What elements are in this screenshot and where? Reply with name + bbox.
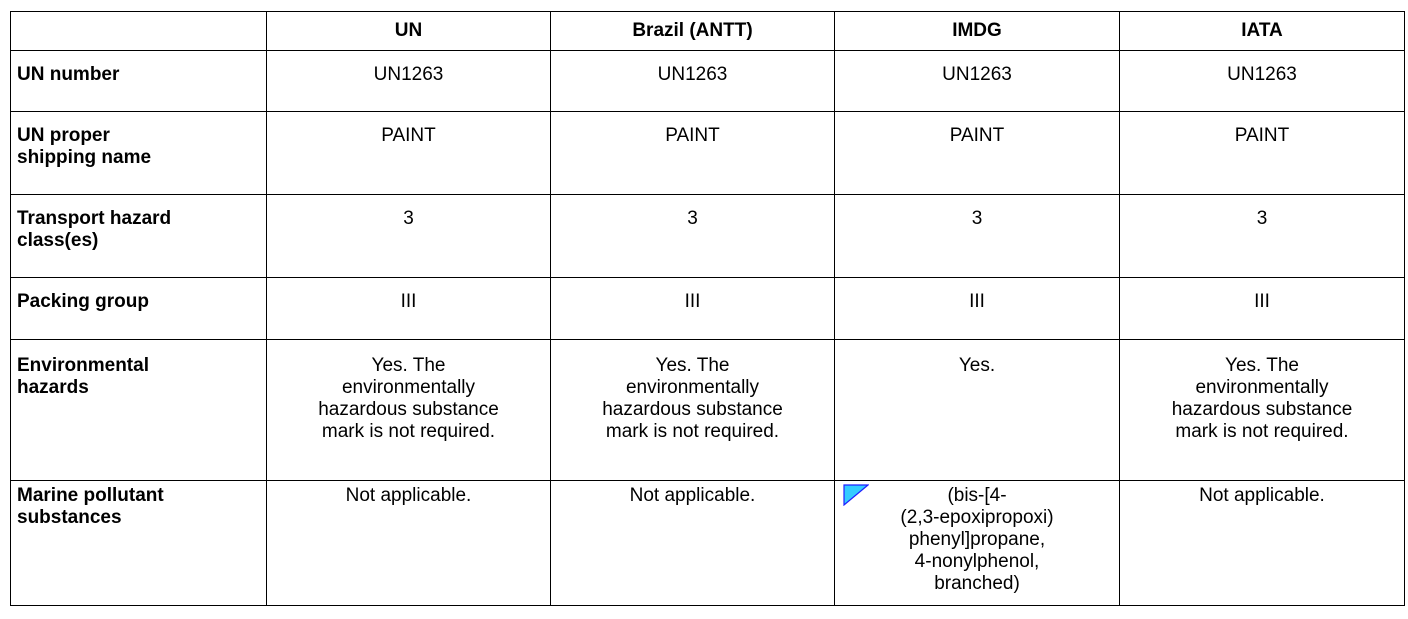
text-line: Not applicable.: [629, 485, 756, 506]
env-hazards-brazil: [551, 340, 835, 481]
label-hazard-class: [11, 195, 267, 278]
marine-pollutant-imdg: [835, 481, 1120, 606]
header-un: UN: [267, 12, 551, 51]
label-line: Environmental: [17, 355, 149, 376]
row-hazard-class: [11, 195, 1405, 278]
un-number-imdg: UN1263: [835, 51, 1120, 112]
header-brazil-antt: Brazil (ANTT): [551, 12, 835, 51]
label-line: shipping name: [17, 147, 152, 168]
env-hazards-iata: [1120, 340, 1405, 481]
row-un-number: [11, 51, 1405, 112]
text-line: environmentally: [625, 377, 760, 398]
text-line: Yes. The: [1225, 355, 1299, 376]
text-line: hazardous substance: [318, 399, 499, 420]
text-line: (bis-[4-: [947, 485, 1007, 506]
text-line: hazardous substance: [1171, 399, 1353, 420]
header-row: [11, 12, 1405, 51]
label-line: UN proper: [17, 125, 110, 146]
hazard-class-un: 3: [267, 195, 551, 278]
text-line: mark is not required.: [1175, 421, 1349, 442]
label-un-number: UN number: [11, 51, 267, 112]
packing-group-imdg: III: [835, 278, 1120, 340]
text-line: (2,3-epoxipropoxi): [900, 507, 1054, 528]
text-line: Yes. The: [371, 355, 446, 376]
transport-information-table: [10, 11, 1405, 606]
header-iata: IATA: [1120, 12, 1405, 51]
text-line: Not applicable.: [1199, 485, 1325, 506]
text-line: Not applicable.: [345, 485, 472, 506]
marine-pollutant-un: [267, 481, 551, 606]
un-number-iata: UN1263: [1120, 51, 1405, 112]
shipping-name-brazil: PAINT: [551, 112, 835, 195]
hazard-class-brazil: 3: [551, 195, 835, 278]
shipping-name-iata: PAINT: [1120, 112, 1405, 195]
env-hazards-imdg: [835, 340, 1120, 481]
marine-pollutant-iata: [1120, 481, 1405, 606]
marine-pollutant-brazil: [551, 481, 835, 606]
hazard-class-iata: 3: [1120, 195, 1405, 278]
hazard-class-imdg: 3: [835, 195, 1120, 278]
un-number-un: UN1263: [267, 51, 551, 112]
text-line: branched): [934, 573, 1020, 594]
row-proper-shipping-name: [11, 112, 1405, 195]
label-marine-pollutant: [11, 481, 267, 606]
shipping-name-un: PAINT: [267, 112, 551, 195]
label-line: class(es): [17, 230, 99, 251]
label-proper-shipping-name: [11, 112, 267, 195]
label-packing-group: Packing group: [11, 278, 267, 340]
text-line: environmentally: [1195, 377, 1329, 398]
shipping-name-imdg: PAINT: [835, 112, 1120, 195]
text-line: mark is not required.: [321, 421, 496, 442]
label-environmental-hazards: [11, 340, 267, 481]
text-line: 4-nonylphenol,: [914, 551, 1040, 572]
row-packing-group: [11, 278, 1405, 340]
packing-group-iata: III: [1120, 278, 1405, 340]
label-line: Transport hazard: [17, 208, 172, 229]
label-line: hazards: [17, 377, 89, 398]
text-line: Yes.: [958, 355, 996, 376]
text-line: environmentally: [341, 377, 476, 398]
text-line: mark is not required.: [605, 421, 780, 442]
text-line: Yes. The: [655, 355, 730, 376]
env-hazards-un: [267, 340, 551, 481]
header-empty: [11, 12, 267, 51]
un-number-brazil: UN1263: [551, 51, 835, 112]
row-marine-pollutant: [11, 481, 1405, 606]
label-line: Marine pollutant: [17, 485, 164, 506]
text-line: hazardous substance: [602, 399, 783, 420]
label-line: substances: [17, 507, 122, 528]
header-imdg: IMDG: [835, 12, 1120, 51]
packing-group-un: III: [267, 278, 551, 340]
text-line: phenyl]propane,: [908, 529, 1046, 550]
marine-pollutant-flag-icon: [843, 484, 869, 506]
row-environmental-hazards: [11, 340, 1405, 481]
packing-group-brazil: III: [551, 278, 835, 340]
